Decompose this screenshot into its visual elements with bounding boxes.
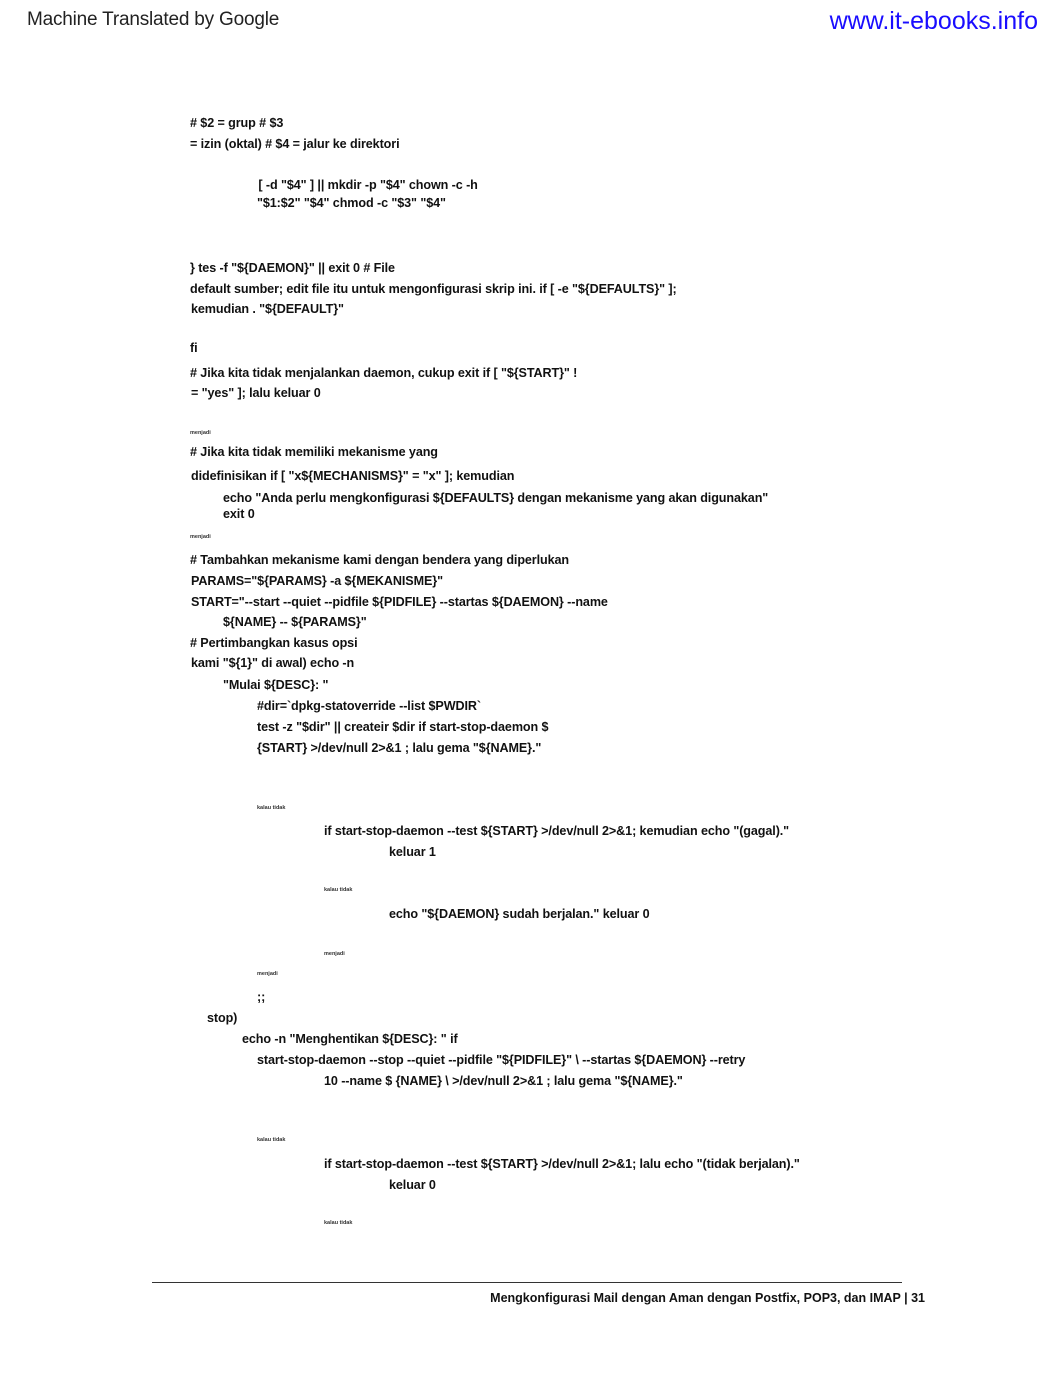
code-line: #dir=`dpkg-statoverride --list $PWDIR` — [257, 699, 481, 713]
code-line: if start-stop-daemon --test ${START} >/dev/null 2>&1; lalu echo "(tidak berjalan)." — [324, 1157, 800, 1171]
code-line: ;; — [257, 990, 266, 1004]
code-line: } tes -f "${DAEMON}" || exit 0 # File — [190, 261, 395, 275]
code-line: default sumber; edit file itu untuk mengonfigurasi skrip ini. if [ -e "${DEFAULTS}" ]; — [190, 282, 677, 296]
code-line: # Jika kita tidak menjalankan daemon, cukup exit if [ "${START}" ! — [190, 366, 578, 380]
code-line: echo "Anda perlu mengkonfigurasi ${DEFAULTS} dengan mekanisme yang akan digunakan" — [223, 491, 769, 505]
code-line: kami "${1}" di awal) echo -n — [191, 656, 355, 670]
small-annotation: menjadi — [324, 951, 345, 957]
code-line: PARAMS="${PARAMS} -a ${MEKANISME}" — [191, 574, 443, 588]
code-line: # Jika kita tidak memiliki mekanisme yang — [190, 445, 438, 459]
code-line: fi — [190, 341, 198, 355]
small-annotation: kalau tidak — [324, 1220, 353, 1226]
code-line: 10 --name $ {NAME} \ >/dev/null 2>&1 ; lalu gema "${NAME}." — [324, 1074, 683, 1088]
code-line: keluar 1 — [389, 845, 436, 859]
code-line: echo -n "Menghentikan ${DESC}: " if — [242, 1032, 458, 1046]
code-line: [ -d "$4" ] || mkdir -p "$4" chown -c -h — [255, 178, 478, 192]
code-line: "$1:$2" "$4" chmod -c "$3" "$4" — [257, 196, 446, 210]
code-line: test -z "$dir" || createir $dir if start-stop-daemon $ — [257, 720, 549, 734]
code-line: # Pertimbangkan kasus opsi — [190, 636, 358, 650]
page-footer: Mengkonfigurasi Mail dengan Aman dengan Postfix, POP3, dan IMAP | 31 — [490, 1291, 925, 1305]
code-line: echo "${DAEMON} sudah berjalan." keluar 0 — [389, 907, 650, 921]
code-line: kemudian . "${DEFAULT}" — [191, 302, 344, 316]
footer-divider — [152, 1282, 902, 1283]
code-line: keluar 0 — [389, 1178, 436, 1192]
code-line: start-stop-daemon --stop --quiet --pidfile "${PIDFILE}" \ --startas ${DAEMON} --retry — [257, 1053, 746, 1067]
code-line: {START} >/dev/null 2>&1 ; lalu gema "${NAME}." — [257, 741, 542, 755]
code-line: # $2 = grup # $3 — [190, 116, 284, 130]
small-annotation: menjadi — [190, 430, 211, 436]
small-annotation: kalau tidak — [324, 887, 353, 893]
code-line: if start-stop-daemon --test ${START} >/dev/null 2>&1; kemudian echo "(gagal)." — [324, 824, 790, 838]
site-link[interactable]: www.it-ebooks.info — [829, 7, 1038, 35]
code-line: stop) — [207, 1011, 238, 1025]
small-annotation: kalau tidak — [257, 1137, 286, 1143]
code-line: START="--start --quiet --pidfile ${PIDFILE} --startas ${DAEMON} --name — [191, 595, 608, 609]
code-line: "Mulai ${DESC}: " — [223, 678, 329, 692]
code-line: # Tambahkan mekanisme kami dengan bendera yang diperlukan — [190, 553, 570, 567]
small-annotation: kalau tidak — [257, 805, 286, 811]
code-line: = izin (oktal) # $4 = jalur ke direktori — [190, 137, 400, 151]
code-line: ${NAME} -- ${PARAMS}" — [223, 615, 367, 629]
code-line: didefinisikan if [ "x${MECHANISMS}" = "x" ]; kemudian — [191, 469, 515, 483]
machine-translation-label: Machine Translated by Google — [27, 9, 280, 30]
code-line: = "yes" ]; lalu keluar 0 — [191, 386, 321, 400]
code-line: exit 0 — [223, 507, 255, 521]
small-annotation: menjadi — [190, 534, 211, 540]
small-annotation: menjadi — [257, 971, 278, 977]
